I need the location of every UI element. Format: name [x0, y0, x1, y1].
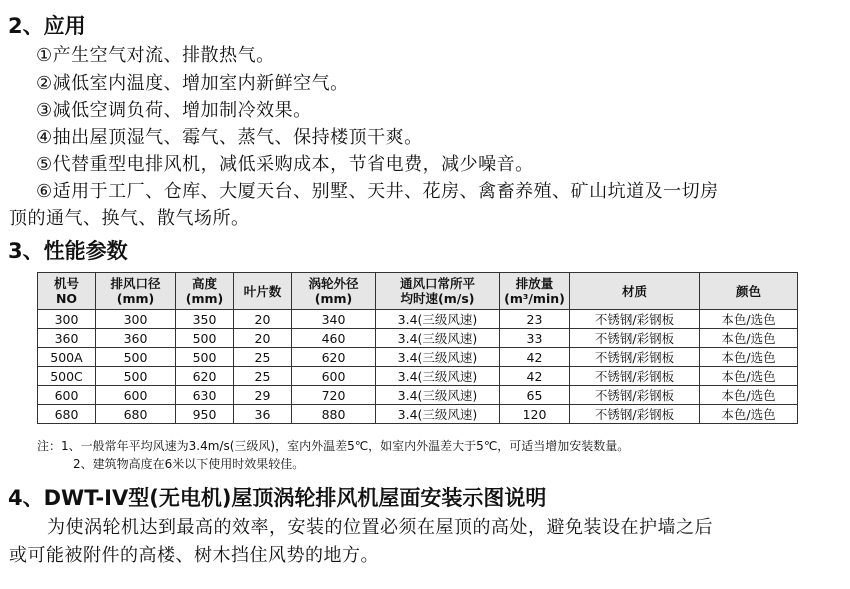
section-3-heading: 3、性能参数 — [8, 239, 128, 263]
table-row — [38, 310, 798, 329]
col-header: 颜色 — [700, 273, 798, 310]
cell: 25 — [234, 348, 292, 367]
col-header: 排风口径 (mm) — [96, 273, 176, 310]
cell: 25 — [234, 367, 292, 386]
cell: 不锈钢/彩钢板 — [570, 367, 700, 386]
application-item-4: ④抽出屋顶湿气、霉气、蒸气、保持楼顶干爽。 — [36, 127, 423, 148]
table-row — [38, 386, 798, 405]
cell: 600 — [96, 386, 176, 405]
cell: 20 — [234, 329, 292, 348]
table-row — [38, 367, 798, 386]
cell: 本色/选色 — [700, 367, 798, 386]
cell: 本色/选色 — [700, 348, 798, 367]
cell: 65 — [500, 386, 570, 405]
cell: 本色/选色 — [700, 310, 798, 329]
cell: 600 — [292, 367, 376, 386]
section-4-heading: 4、DWT-IV型(无电机)屋顶涡轮排风机屋面安装示图说明 — [8, 486, 547, 510]
cell: 360 — [38, 329, 96, 348]
cell: 500 — [176, 348, 234, 367]
cell: 29 — [234, 386, 292, 405]
table-header-row — [38, 273, 798, 310]
application-item-6: ⑥适用于工厂、仓库、大厦天台、别墅、天井、花房、禽畜养殖、矿山坑道及一切房 — [36, 181, 719, 202]
cell: 600 — [38, 386, 96, 405]
cell: 本色/选色 — [700, 329, 798, 348]
application-item-1: ①产生空气对流、排散热气。 — [36, 45, 275, 66]
cell: 本色/选色 — [700, 386, 798, 405]
col-header: 高度 (mm) — [176, 273, 234, 310]
cell: 3.4(三级风速) — [376, 310, 500, 329]
cell: 500 — [176, 329, 234, 348]
application-item-6-continuation: 顶的通气、换气、散气场所。 — [9, 208, 250, 229]
cell: 680 — [96, 405, 176, 424]
cell: 不锈钢/彩钢板 — [570, 329, 700, 348]
cell: 3.4(三级风速) — [376, 329, 500, 348]
cell: 500A — [38, 348, 96, 367]
cell: 620 — [176, 367, 234, 386]
cell: 500 — [96, 348, 176, 367]
cell: 本色/选色 — [700, 405, 798, 424]
cell: 23 — [500, 310, 570, 329]
cell: 20 — [234, 310, 292, 329]
cell: 880 — [292, 405, 376, 424]
cell: 500C — [38, 367, 96, 386]
col-header: 材质 — [570, 273, 700, 310]
table-note-1: 注：1、一般常年平均风速为3.4m/s(三级风)，室内外温差5℃，如室内外温差大于5℃，可适当增加安装数量。 — [37, 439, 630, 453]
col-header: 通风口常所平 均时速(m/s) — [376, 273, 500, 310]
cell: 42 — [500, 348, 570, 367]
col-header: 涡轮外径 (mm) — [292, 273, 376, 310]
cell: 360 — [96, 329, 176, 348]
application-item-3: ③减低空调负荷、增加制冷效果。 — [36, 100, 312, 121]
cell: 不锈钢/彩钢板 — [570, 386, 700, 405]
cell: 500 — [96, 367, 176, 386]
cell: 620 — [292, 348, 376, 367]
cell: 33 — [500, 329, 570, 348]
cell: 不锈钢/彩钢板 — [570, 348, 700, 367]
table-row — [38, 348, 798, 367]
cell: 720 — [292, 386, 376, 405]
col-header: 排放量 (m³/min) — [500, 273, 570, 310]
cell: 不锈钢/彩钢板 — [570, 405, 700, 424]
table-row — [38, 405, 798, 424]
cell: 300 — [38, 310, 96, 329]
cell: 3.4(三级风速) — [376, 367, 500, 386]
cell: 3.4(三级风速) — [376, 348, 500, 367]
table-note-2: 2、建筑物高度在6米以下使用时效果较佳。 — [73, 457, 305, 471]
section-2-heading: 2、应用 — [8, 14, 86, 38]
cell: 3.4(三级风速) — [376, 386, 500, 405]
cell: 36 — [234, 405, 292, 424]
application-item-5: ⑤代替重型电排风机，减低采购成本，节省电费，减少噪音。 — [36, 154, 534, 175]
cell: 680 — [38, 405, 96, 424]
cell: 120 — [500, 405, 570, 424]
table-row — [38, 329, 798, 348]
section-4-paragraph-line-2: 或可能被附件的高楼、树木挡住风势的地方。 — [9, 545, 379, 566]
col-header: 叶片数 — [234, 273, 292, 310]
cell: 3.4(三级风速) — [376, 405, 500, 424]
cell: 460 — [292, 329, 376, 348]
application-item-2: ②减低室内温度、增加室内新鲜空气。 — [36, 73, 349, 94]
cell: 950 — [176, 405, 234, 424]
cell: 300 — [96, 310, 176, 329]
spec-table — [37, 272, 798, 424]
cell: 350 — [176, 310, 234, 329]
cell: 340 — [292, 310, 376, 329]
cell: 630 — [176, 386, 234, 405]
section-4-paragraph-line-1: 为使涡轮机达到最高的效率，安装的位置必须在屋顶的高处，避免装设在护墙之后 — [47, 517, 713, 538]
cell: 不锈钢/彩钢板 — [570, 310, 700, 329]
col-header: 机号 NO — [38, 273, 96, 310]
cell: 42 — [500, 367, 570, 386]
